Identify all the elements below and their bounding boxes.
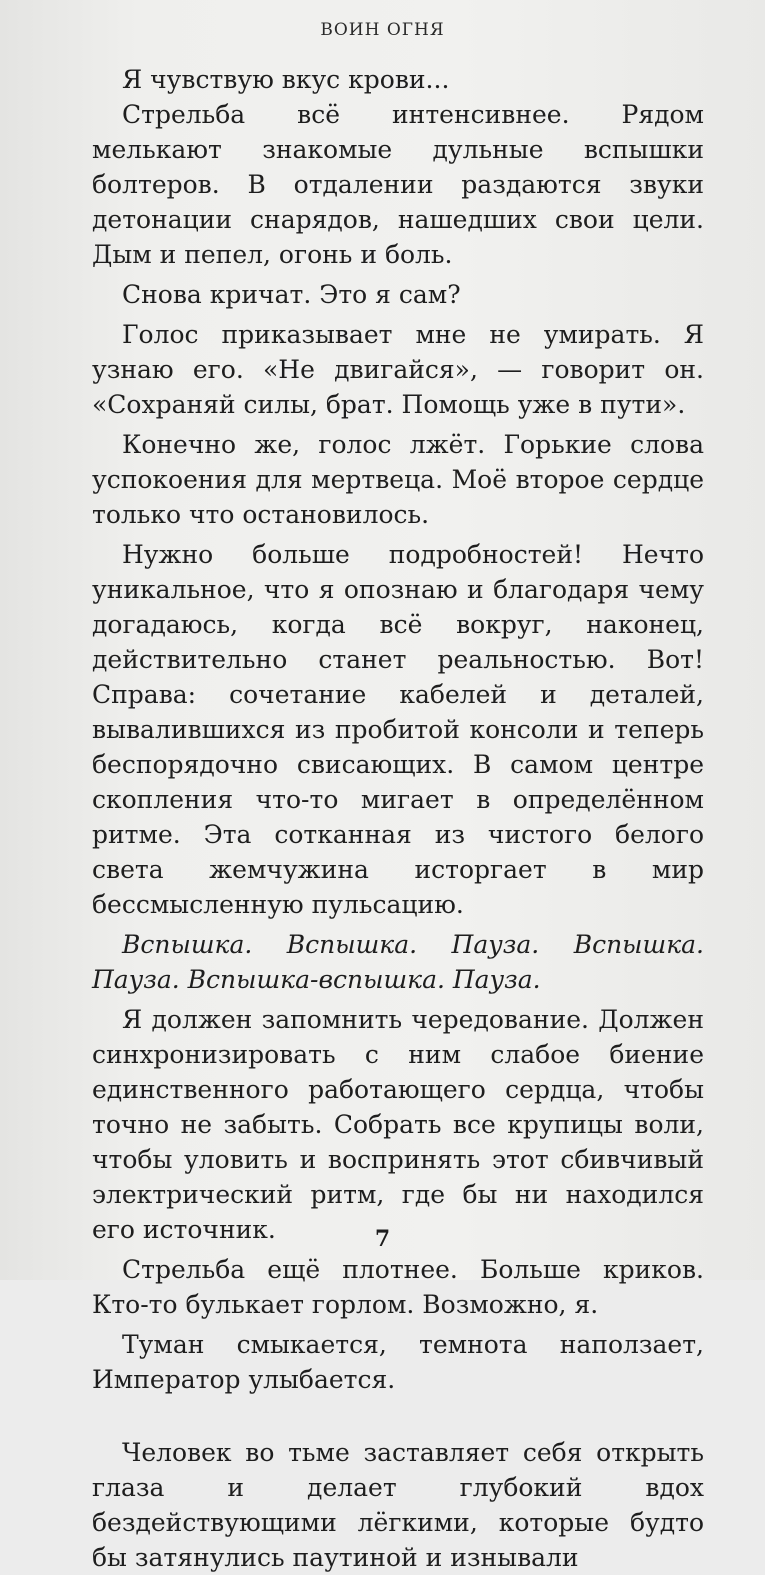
paragraph: Стрельба всё интенсивнее. Рядом мелькают знакомые дульные вспышки болтеров. В отдалении раздаются звуки детонации снарядов, нашедших свои цели. Дым и пепел, огонь и боль.: [92, 100, 704, 269]
paragraph: Конечно же, голос лжёт. Горькие слова успокоения для мертвеца. Моё второе сердце только что остановилось.: [92, 430, 704, 529]
paragraph: Стрельба ещё плотнее. Больше криков. Кто-то булькает горлом. Возможно, я.: [92, 1255, 704, 1319]
paragraph: Туман смыкается, темнота наползает, Император улыбается.: [92, 1330, 704, 1394]
paragraph: Я должен запомнить чередование. Должен синхронизировать с ним слабое биение единственного работающего сердца, чтобы точно не забыть. Собрать все крупицы воли, чтобы уловить и воспринять этот сбивчивый электрический ритм, где бы ни находился его источник.: [92, 1005, 704, 1244]
paragraph-section-start: Человек во тьме заставляет себя открыть глаза и делает глубокий вдох бездействующими лёгкими, которые будто бы затянулись паутиной и изнывали: [92, 1438, 704, 1572]
paragraph: Голос приказывает мне не умирать. Я узнаю его. «Не двигайся», — говорит он. «Сохраняй силы, брат. Помощь уже в пути».: [92, 320, 704, 419]
paragraph: Нужно больше подробностей! Нечто уникальное, что я опознаю и благодаря чему догадаюсь, когда всё вокруг, наконец, действительно станет реальностью. Вот! Справа: сочетание кабелей и деталей, вывалившихся из пробитой консоли и теперь беспорядочно свисающих. В самом центре скопления что-то мигает в определённом ритме. Эта сотканная из чистого белого света жемчужина исторгает в мир бессмысленную пульсацию.: [92, 540, 704, 919]
italic-paragraph: Вспышка. Вспышка. Пауза. Вспышка. Пауза. Вспышка-вспышка. Пауза.: [92, 930, 704, 994]
page-number: 7: [374, 1226, 391, 1252]
paragraph: Снова кричат. Это я сам?: [122, 280, 461, 309]
running-head: ВОИН ОГНЯ: [320, 20, 445, 40]
body-text: [92, 62, 704, 1575]
paragraph: Я чувствую вкус крови...: [122, 65, 450, 94]
